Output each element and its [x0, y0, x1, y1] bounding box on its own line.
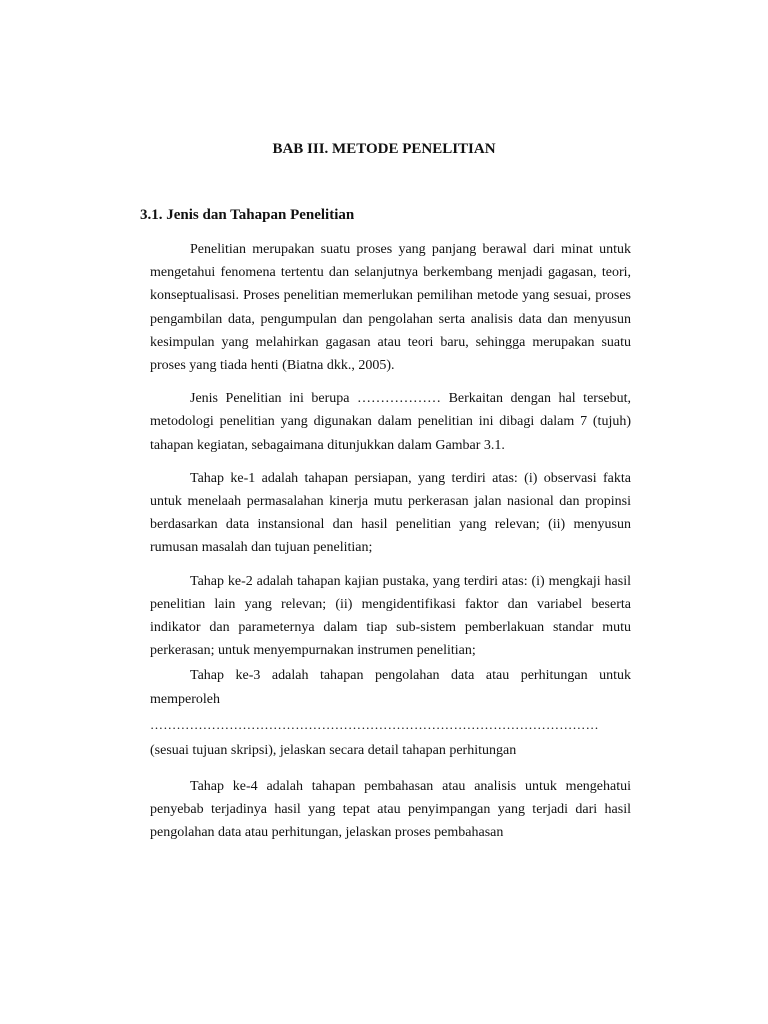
paragraph-stage-4: Tahap ke-4 adalah tahapan pembahasan atau analisis untuk mengehatui penyebab terjadinya hasil yang tepat atau penyimpangan yang terjadi dari hasil pengolahan data atau perhitungan, jelaskan proses pembahasan: [150, 778, 631, 841]
section-heading: 3.1. Jenis dan Tahapan Penelitian: [140, 207, 355, 223]
instruction-note: (sesuai tujuan skripsi), jelaskan secara detail tahapan perhitungan: [150, 742, 517, 758]
chapter-title: BAB III. METODE PENELITIAN: [272, 141, 496, 157]
paragraph-stage-3: Tahap ke-3 adalah tahapan pengolahan data atau perhitungan untuk memperoleh: [150, 668, 631, 707]
paragraph-intro: Penelitian merupakan suatu proses yang panjang berawal dari minat untuk mengetahui fenomena tertentu dan selanjutnya berkembang menjadi gagasan, teori, konseptualisasi. Proses penelitian memerlukan pemilihan metode yang sesuai, proses pengambilan data, pengumpulan dan pengolahan serta analisis data dan menyusun kesimpulan yang melahirkan gagasan atau teori baru, sehingga merupakan suatu proses yang tiada henti (Biatna dkk., 2005).: [150, 242, 631, 374]
dotted-placeholder: …………………………………………………………………………………………: [150, 716, 599, 732]
paragraph-research-type: Jenis Penelitian ini berupa ……………… Berkaitan dengan hal tersebut, metodologi penelitian yang digunakan dalam penelitian ini dibagi dalam 7 (tujuh) tahapan kegiatan, sebagaimana ditunjukkan dalam Gambar 3.1.: [150, 391, 631, 453]
paragraph-stage-2: Tahap ke-2 adalah tahapan kajian pustaka, yang terdiri atas: (i) mengkaji hasil penelitian lain yang relevan; (ii) mengidentifikasi faktor dan variabel beserta indikator dan parameternya dalam tiap sub-sistem pemberlakuan standar mutu perkerasan; untuk menyempurnakan instrumen penelitian;: [150, 573, 631, 659]
paragraph-stage-1: Tahap ke-1 adalah tahapan persiapan, yang terdiri atas: (i) observasi fakta untuk menelaah permasalahan kinerja mutu perkerasan jalan nasional dan propinsi berdasarkan data instansional dan hasil penelitian yang relevan; (ii) menyusun rumusan masalah dan tujuan penelitian;: [150, 470, 631, 556]
body-text: [150, 238, 631, 844]
